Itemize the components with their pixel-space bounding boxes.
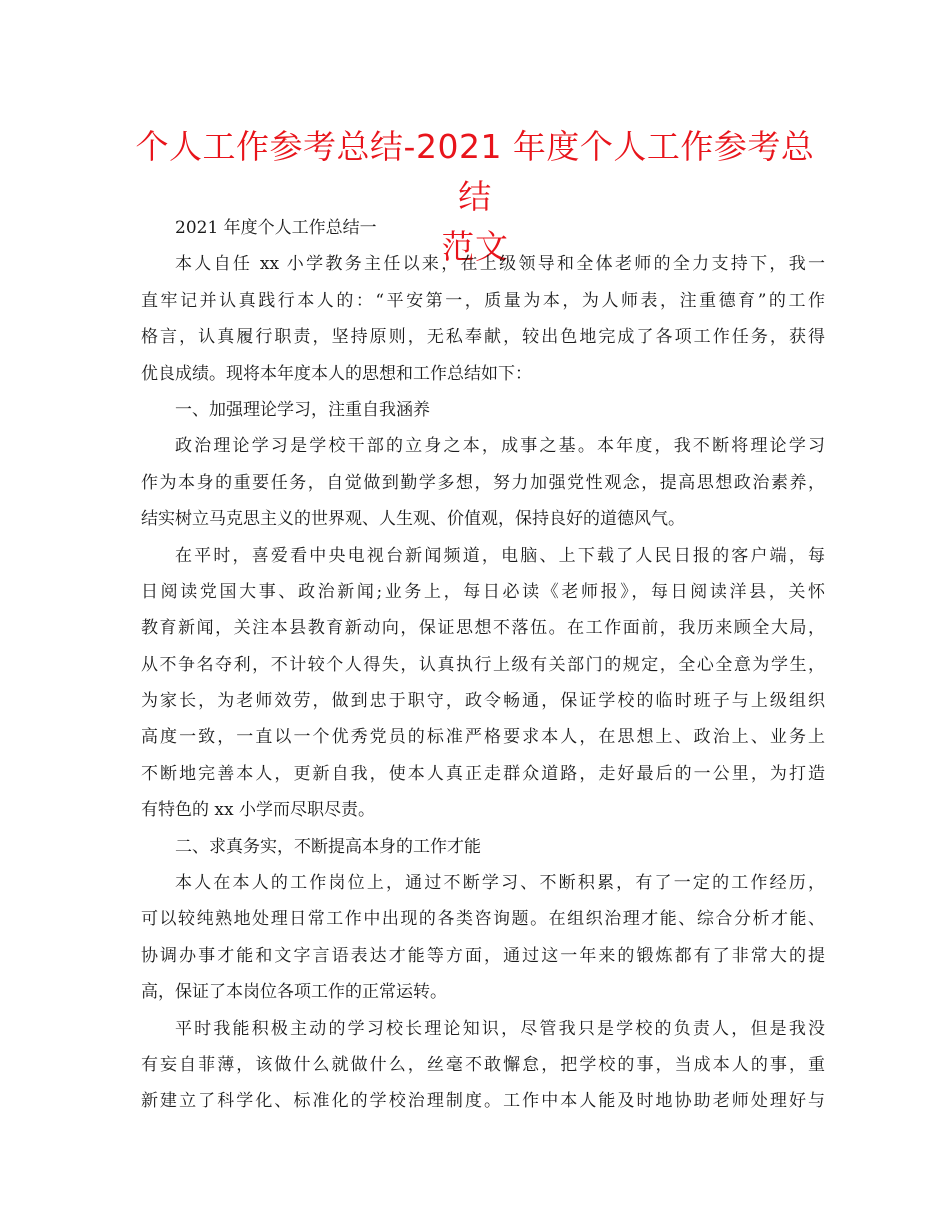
title-line-1: 个人工作参考总结-2021 年度个人工作参考总结 — [135, 127, 815, 216]
text-line: 协调办事才能和文字言语表达才能等方面，通过这一年来的锻炼都有了非常大的提 — [141, 945, 825, 966]
text-line: 政治理论学习是学校干部的立身之本，成事之基。本年度，我不断将理论学习 — [175, 436, 825, 457]
text-line: 新建立了科学化、标准化的学校治理制度。工作中本人能及时地协助老师处理好与 — [141, 1091, 825, 1112]
text-line: 从不争名夺利，不计较个人得失，认真执行上级有关部门的规定，全心全意为学生， — [141, 654, 825, 675]
text-line: 高度一致，一直以一个优秀党员的标准严格要求本人，在思想上、政治上、业务上 — [141, 727, 825, 748]
text-line: 教育新闻，关注本县教育新动向，保证思想不落伍。在工作面前，我历来顾全大局， — [141, 618, 825, 639]
text-line: 二、求真务实，不断提高本身的工作才能 — [175, 836, 481, 857]
text-line: 平时我能积极主动的学习校长理论知识，尽管我只是学校的负责人，但是我没 — [175, 1018, 825, 1039]
text-line: 有妄自菲薄，该做什么就做什么，丝毫不敢懈怠，把学校的事，当成本人的事，重 — [141, 1054, 825, 1075]
text-line: 可以较纯熟地处理日常工作中出现的各类咨询题。在组织治理才能、综合分析才能、 — [141, 909, 825, 930]
document-body — [141, 210, 825, 1120]
text-line: 本人在本人的工作岗位上，通过不断学习、不断积累，有了一定的工作经历， — [175, 873, 825, 894]
text-line: 格言，认真履行职责，坚持原则，无私奉献，较出色地完成了各项工作任务，获得 — [141, 327, 825, 348]
text-line: 为家长，为老师效劳，做到忠于职守，政令畅通，保证学校的临时班子与上级组织 — [141, 691, 825, 712]
text-line: 日阅读党国大事、政治新闻;业务上，每日必读《老师报》，每日阅读洋县，关怀 — [141, 581, 825, 602]
text-line: 高，保证了本岗位各项工作的正常运转。 — [141, 982, 447, 1003]
title-line-2: 范文 — [441, 227, 509, 266]
text-line: 不断地完善本人，更新自我，使本人真正走群众道路，走好最后的一公里，为打造 — [141, 763, 825, 784]
text-line: 一、加强理论学习，注重自我涵养 — [175, 399, 430, 420]
text-line: 作为本身的重要任务，自觉做到勤学多想，努力加强党性观念，提高思想政治素养， — [141, 472, 825, 493]
text-line: 直牢记并认真践行本人的：“平安第一，质量为本，为人师表，注重德育”的工作 — [141, 290, 825, 311]
text-line: 优良成绩。现将本年度本人的思想和工作总结如下： — [141, 363, 532, 384]
text-line: 2021 年度个人工作总结一 — [175, 218, 377, 238]
text-line: 在平时，喜爱看中央电视台新闻频道，电脑、上下载了人民日报的客户端，每 — [175, 545, 825, 566]
text-line: 有特色的 xx 小学而尽职尽责。 — [141, 800, 375, 821]
text-line: 结实树立马克思主义的世界观、人生观、价值观，保持良好的道德风气。 — [141, 509, 685, 530]
text-line: 本人自任 xx 小学教务主任以来，在上级领导和全体老师的全力支持下，我一 — [175, 254, 825, 275]
